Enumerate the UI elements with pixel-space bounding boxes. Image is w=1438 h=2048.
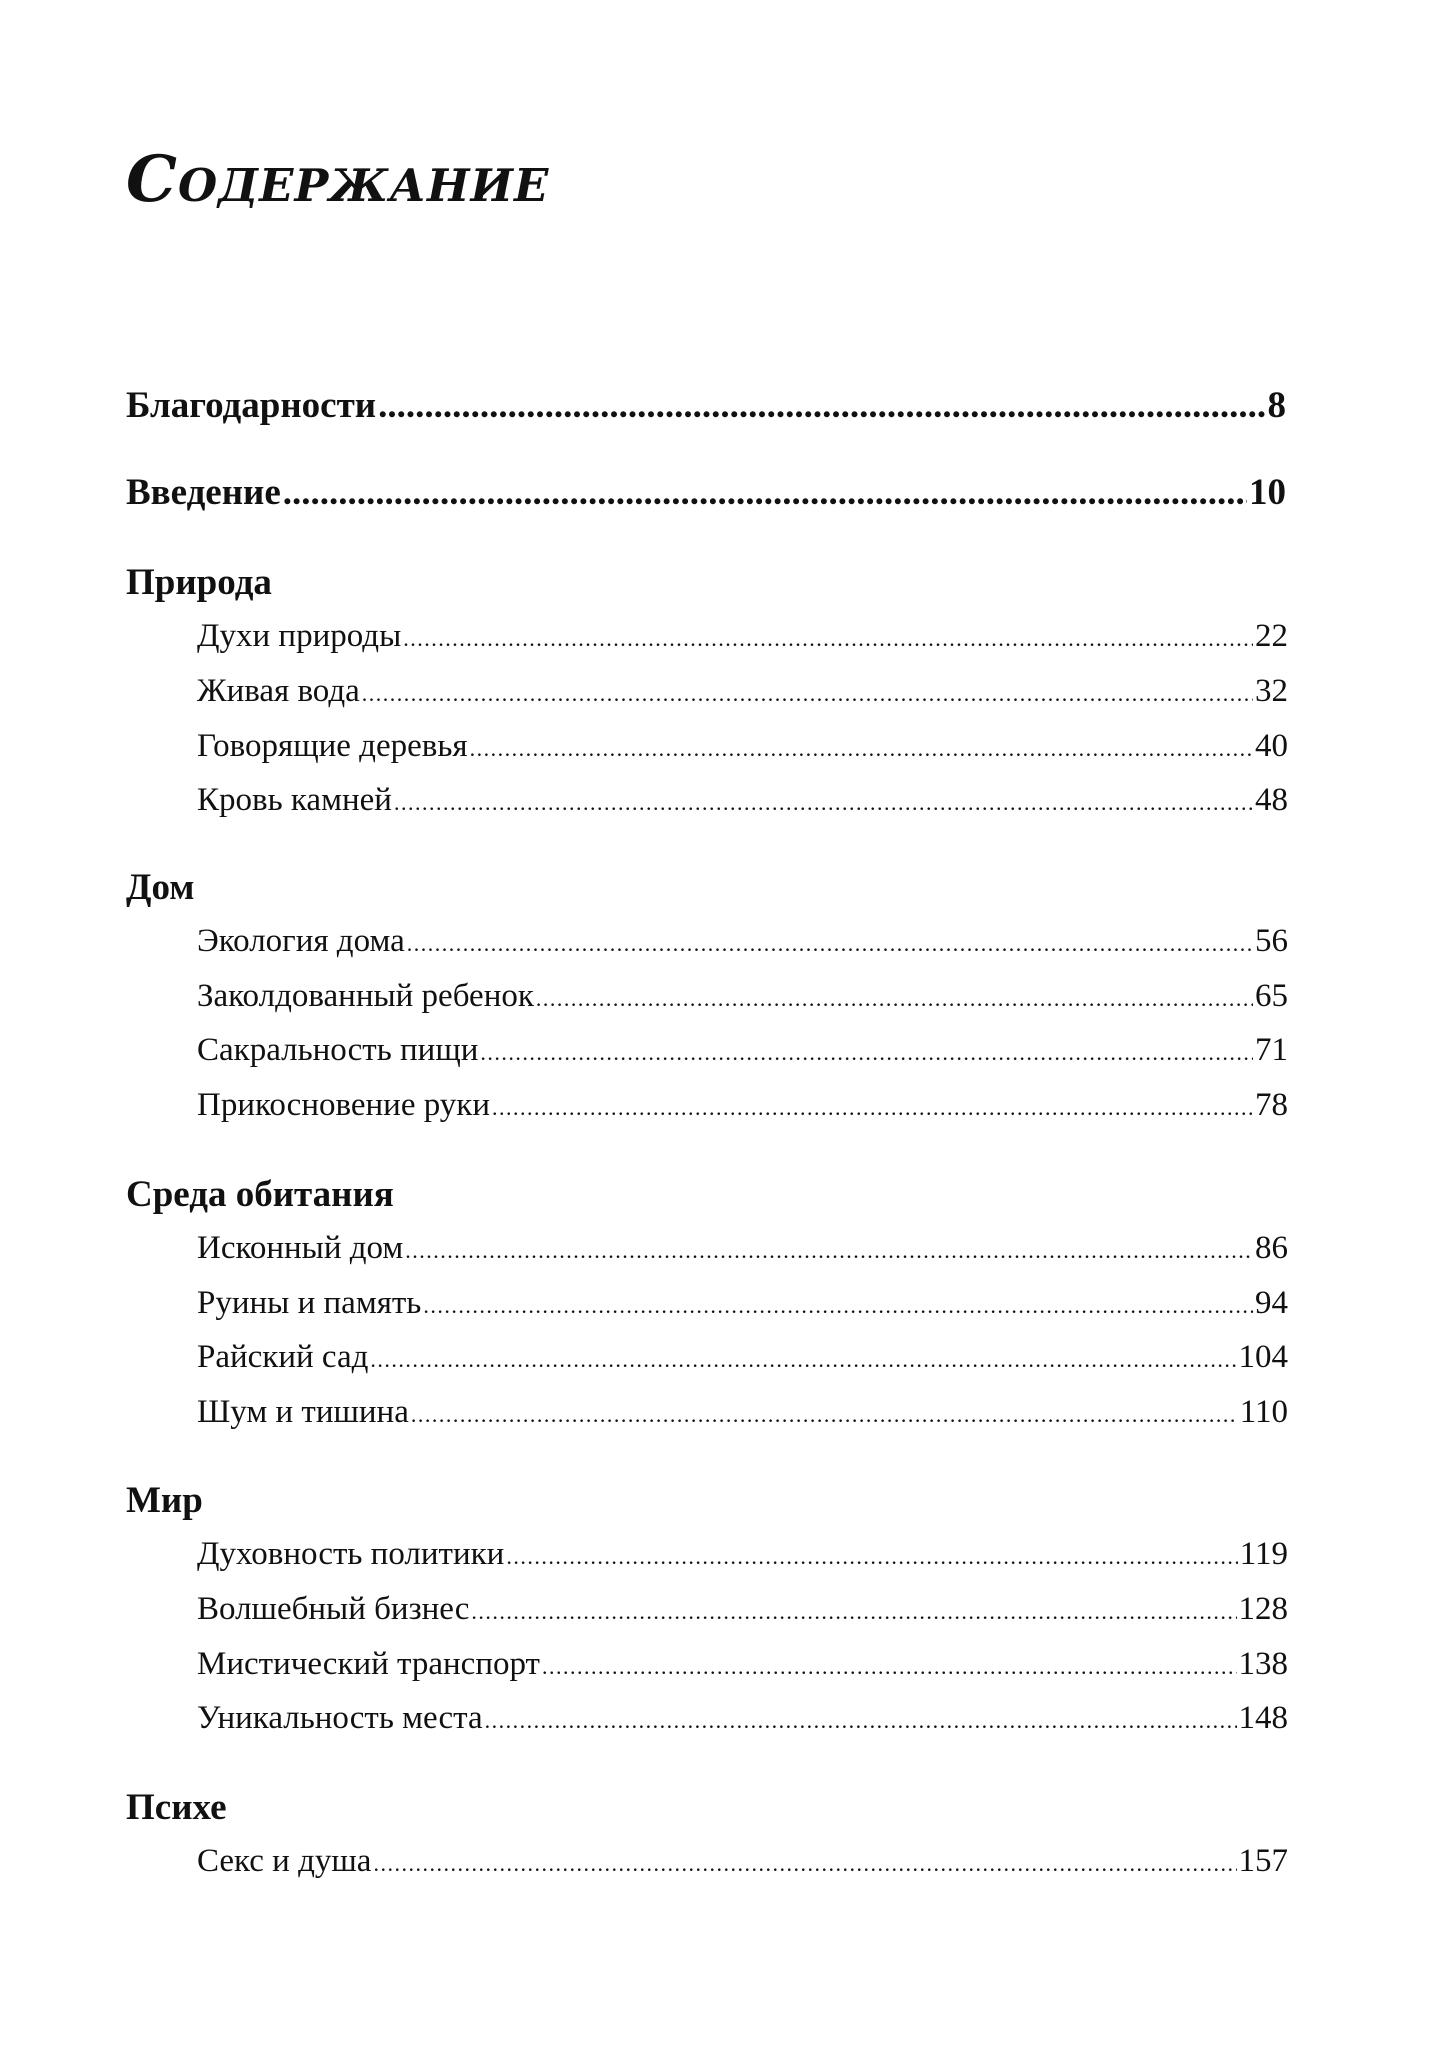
dot-leader xyxy=(471,1599,1236,1625)
toc-entry[interactable] xyxy=(197,673,1288,710)
toc-entry-page: 110 xyxy=(1239,1394,1288,1430)
toc-entry-label: Прикосновение руки xyxy=(197,1087,490,1123)
section-title: Природа xyxy=(126,562,272,603)
toc-entry[interactable] xyxy=(197,618,1288,655)
toc-entry[interactable] xyxy=(197,978,1288,1015)
toc-entry-page: 71 xyxy=(1255,1032,1288,1068)
dot-leader xyxy=(411,1402,1238,1428)
toc-entry-page: 32 xyxy=(1255,673,1288,709)
section-title: Среда обитания xyxy=(126,1174,394,1215)
toc-entry-label: Уникальность места xyxy=(197,1700,483,1736)
toc-entry-page: 138 xyxy=(1238,1646,1288,1682)
page-title: Содержание xyxy=(126,142,550,217)
dot-leader xyxy=(506,1544,1237,1570)
dot-leader xyxy=(480,1040,1253,1066)
dot-leader xyxy=(394,790,1253,816)
dot-leader xyxy=(378,384,1265,427)
toc-entry-page: 148 xyxy=(1238,1700,1288,1736)
toc-entry-label: Исконный дом xyxy=(197,1230,404,1266)
toc-entry[interactable] xyxy=(197,1646,1288,1683)
toc-entry[interactable] xyxy=(197,1230,1288,1267)
toc-entry-label: Живая вода xyxy=(197,673,360,709)
section-title: Психе xyxy=(126,1787,227,1828)
toc-entry-introduction[interactable] xyxy=(126,471,1286,514)
toc-entry-page: 10 xyxy=(1249,472,1286,513)
dot-leader xyxy=(283,471,1247,514)
toc-entry-label: Духи природы xyxy=(197,618,402,654)
toc-entry[interactable] xyxy=(197,1032,1288,1069)
toc-entry-page: 8 xyxy=(1267,385,1286,426)
toc-entry-page: 40 xyxy=(1255,728,1288,764)
toc-entry[interactable] xyxy=(197,1591,1288,1628)
dot-leader xyxy=(403,626,1253,652)
toc-entry-page: 119 xyxy=(1239,1536,1288,1572)
toc-entry-label: Райский сад xyxy=(197,1339,369,1375)
toc-entry[interactable] xyxy=(197,1339,1288,1376)
toc-entry-label: Мистический транспорт xyxy=(197,1646,540,1682)
dot-leader xyxy=(423,1293,1253,1319)
toc-entry-label: Секс и душа xyxy=(197,1843,372,1879)
toc-entry-label: Духовность политики xyxy=(197,1536,505,1572)
toc-entry-page: 78 xyxy=(1255,1087,1288,1123)
toc-entry-label: Заколдованный ребенок xyxy=(197,978,534,1014)
toc-entry-label: Экология дома xyxy=(197,923,405,959)
dot-leader xyxy=(407,931,1253,957)
toc-entry[interactable] xyxy=(197,923,1288,960)
toc-entry[interactable] xyxy=(197,1700,1288,1737)
dot-leader xyxy=(370,1347,1236,1373)
dot-leader xyxy=(492,1095,1253,1121)
toc-entry[interactable] xyxy=(197,728,1288,765)
toc-entry-page: 22 xyxy=(1255,618,1288,654)
toc-entry-label: Руины и память xyxy=(197,1285,422,1321)
toc-entry[interactable] xyxy=(197,1536,1288,1573)
toc-entry-page: 128 xyxy=(1238,1591,1288,1627)
toc-entry-acknowledgements[interactable] xyxy=(126,384,1286,427)
toc-entry-page: 157 xyxy=(1238,1843,1288,1879)
toc-entry-label: Говорящие деревья xyxy=(197,728,468,764)
toc-entry[interactable] xyxy=(197,1087,1288,1124)
toc-entry-page: 86 xyxy=(1255,1230,1288,1266)
dot-leader xyxy=(405,1238,1253,1264)
toc-entry[interactable] xyxy=(197,1285,1288,1322)
toc-entry-label: Сакральность пищи xyxy=(197,1032,479,1068)
section-title: Мир xyxy=(126,1480,203,1521)
toc-entry[interactable] xyxy=(197,1394,1288,1431)
toc-entry-page: 48 xyxy=(1255,782,1288,818)
toc-entry-label: Шум и тишина xyxy=(197,1394,409,1430)
toc-entry[interactable] xyxy=(197,1843,1288,1880)
dot-leader xyxy=(542,1654,1237,1680)
dot-leader xyxy=(362,681,1253,707)
toc-entry-label: Благодарности xyxy=(126,385,377,426)
toc-entry-page: 94 xyxy=(1255,1285,1288,1321)
toc-entry-page: 65 xyxy=(1255,978,1288,1014)
dot-leader xyxy=(485,1708,1237,1734)
toc-entry-label: Волшебный бизнес xyxy=(197,1591,470,1627)
section-title: Дом xyxy=(126,867,195,908)
toc-entry-label: Введение xyxy=(126,472,281,513)
toc-entry-page: 56 xyxy=(1255,923,1288,959)
toc-entry[interactable] xyxy=(197,782,1288,819)
toc-entry-label: Кровь камней xyxy=(197,782,392,818)
dot-leader xyxy=(470,736,1253,762)
dot-leader xyxy=(536,986,1253,1012)
toc-entry-page: 104 xyxy=(1238,1339,1288,1375)
dot-leader xyxy=(373,1851,1236,1877)
